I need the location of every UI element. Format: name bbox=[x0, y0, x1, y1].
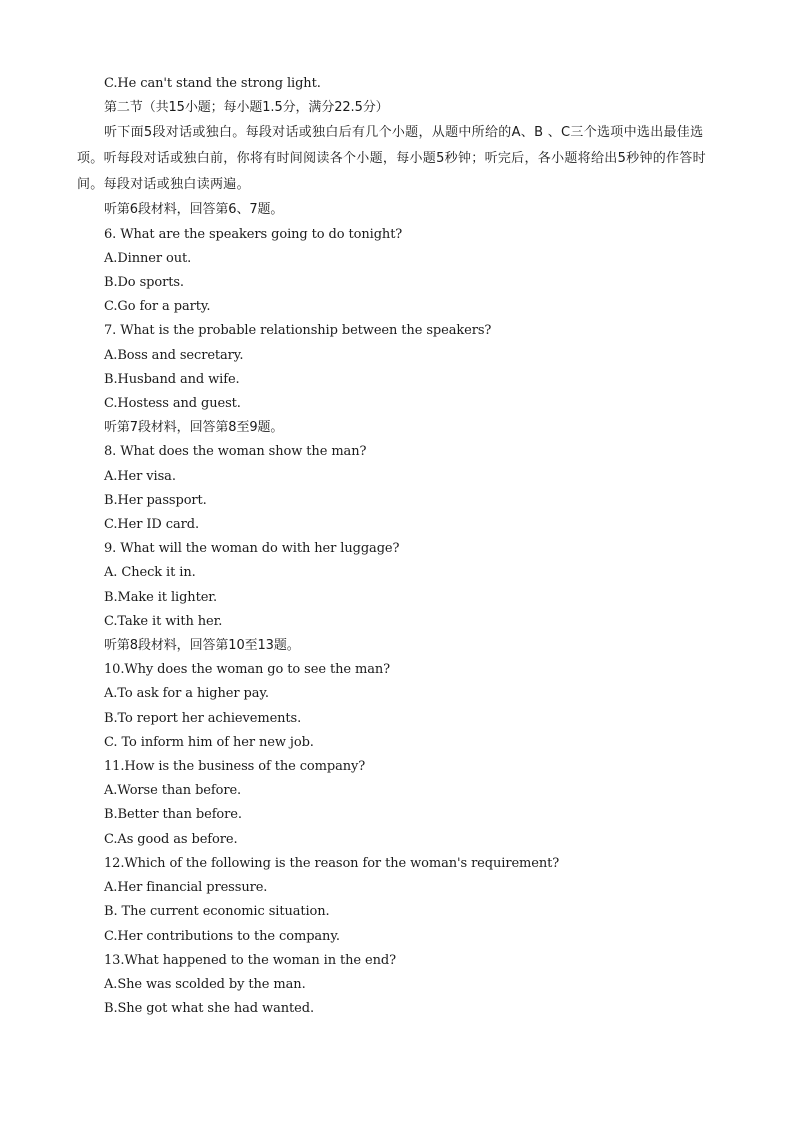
group-label: 听第8段材料，回答第10至13题。 bbox=[104, 638, 300, 654]
option-c: C.Her ID card. bbox=[104, 517, 199, 533]
group-label: 听第6段材料，回答第6、7题。 bbox=[104, 202, 284, 218]
option-a: A.Her visa. bbox=[104, 468, 176, 484]
option-a: A.Her financial pressure. bbox=[104, 880, 268, 896]
question-stem: 8. What does the woman show the man? bbox=[104, 444, 367, 460]
option-a: A.Boss and secretary. bbox=[104, 347, 244, 363]
option-b: B.Make it lighter. bbox=[104, 589, 218, 605]
option-c: C.As good as before. bbox=[104, 831, 238, 847]
question-stem: 13.What happened to the woman in the end? bbox=[104, 952, 396, 968]
section-heading: 第二节（共15小题；每小题1.5分，满分22.5分） bbox=[104, 100, 389, 116]
option-c: C.Go for a party. bbox=[104, 299, 211, 315]
question-stem: 12.Which of the following is the reason for the woman's requirement? bbox=[104, 855, 560, 871]
group-label: 听第7段材料，回答第8至9题。 bbox=[104, 420, 284, 436]
question-stem: 9. What will the woman do with her luggage? bbox=[104, 541, 400, 557]
option-a: A.She was scolded by the man. bbox=[104, 976, 306, 992]
option-a: A. Check it in. bbox=[104, 565, 196, 581]
option-b: B.She got what she had wanted. bbox=[104, 1001, 314, 1017]
section-instructions: 听下面5段对话或独白。每段对话或独白后有几个小题，从题中所给的A、B 、C三个选项中选出最佳选项。听每段对话或独白前，你将有时间阅读各个小题，每小题5秒钟；听完后，各小题将给出5秒钟的作答时间。每段对话或独白读两遍。 bbox=[77, 125, 706, 193]
option-c: C.Take it with her. bbox=[104, 613, 223, 629]
option-a: A.To ask for a higher pay. bbox=[104, 686, 269, 702]
question-stem: 10.Why does the woman go to see the man? bbox=[104, 662, 390, 678]
question-stem: 7. What is the probable relationship between the speakers? bbox=[104, 323, 492, 339]
option-b: B.Her passport. bbox=[104, 492, 207, 508]
option-b: B.Husband and wife. bbox=[104, 371, 240, 387]
option-c: C.Her contributions to the company. bbox=[104, 928, 340, 944]
option-text: C.He can't stand the strong light. bbox=[104, 76, 321, 91]
option-b: B. The current economic situation. bbox=[104, 904, 330, 920]
option-b: B.Better than before. bbox=[104, 807, 242, 823]
option-b: B.Do sports. bbox=[104, 275, 184, 291]
option-a: A.Dinner out. bbox=[104, 250, 192, 266]
option-b: B.To report her achievements. bbox=[104, 710, 302, 726]
option-a: A.Worse than before. bbox=[104, 783, 242, 799]
option-c: C. To inform him of her new job. bbox=[104, 734, 314, 750]
option-c: C.Hostess and guest. bbox=[104, 396, 241, 412]
question-stem: 11.How is the business of the company? bbox=[104, 759, 366, 775]
question-stem: 6. What are the speakers going to do tonight? bbox=[104, 226, 403, 242]
listening-section bbox=[77, 72, 724, 1021]
